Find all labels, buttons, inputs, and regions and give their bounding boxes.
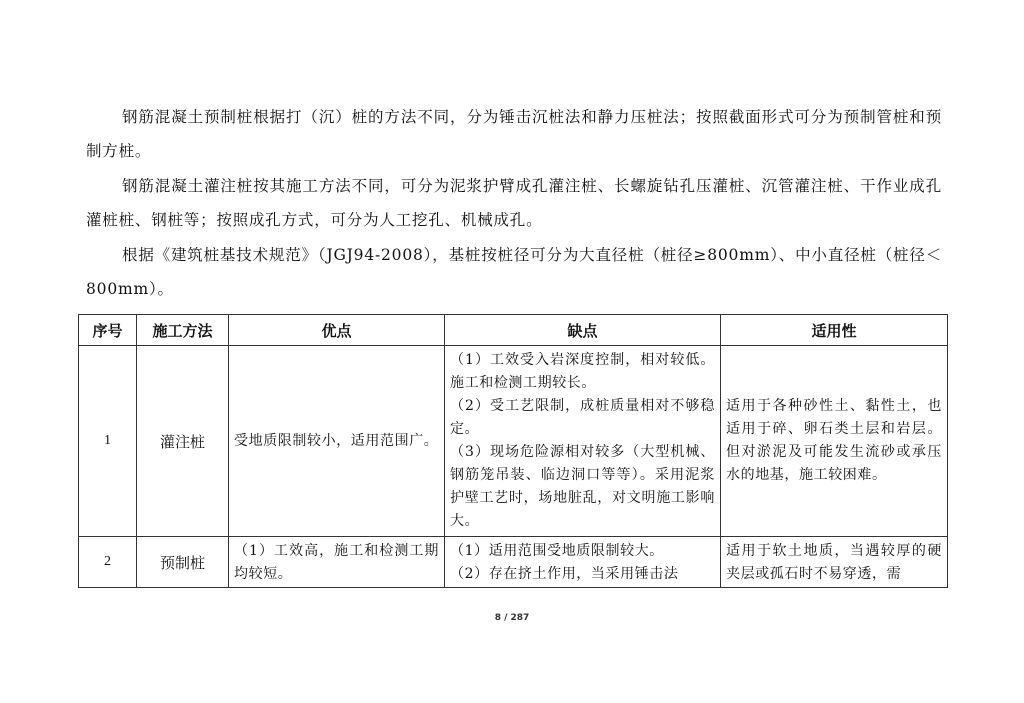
page-number: 8 / 287 xyxy=(494,613,530,623)
header-method: 施工方法 xyxy=(137,315,229,346)
cons-item: （2）受工艺限制，成桩质量相对不够稳定。 xyxy=(450,398,715,437)
row-applicability xyxy=(721,537,948,588)
header-index: 序号 xyxy=(79,315,137,346)
header-cons: 缺点 xyxy=(445,315,721,346)
row-applicability: 适用于各种砂性土、黏性土，也适用于碎、卵石类土层和岩层。但对淤泥及可能发生流砂或承压水的地基，施工较困难。 xyxy=(721,346,948,537)
row-pros xyxy=(229,537,445,588)
cons-item: （1）适用范围受地质限制较大。 xyxy=(450,543,664,559)
table-header-row xyxy=(79,315,948,346)
paragraph-pile-diameter: 根据《建筑桩基技术规范》（JGJ94-2008），基桩按桩径可分为大直径桩（桩径≥800mm）、中小直径桩（桩径＜800mm）。 xyxy=(86,246,942,298)
row-cons xyxy=(445,537,721,588)
cons-item: （3）现场危险源相对较多（大型机械、钢筋笼吊装、临边洞口等等）。采用泥浆护壁工艺时，场地脏乱，对文明施工影响大。 xyxy=(450,444,715,529)
pros-item: （1）工效高，施工和检测工期均较短。 xyxy=(234,543,439,582)
row-method: 灌注桩 xyxy=(137,346,229,537)
row-index: 1 xyxy=(79,346,137,537)
pile-comparison-table xyxy=(78,314,948,588)
paragraph-precast-pile: 钢筋混凝土预制桩根据打（沉）桩的方法不同，分为锤击沉桩法和静力压桩法；按照截面形式可分为预制管桩和预制方桩。 xyxy=(86,108,942,160)
header-applicability: 适用性 xyxy=(721,315,948,346)
row-method: 预制桩 xyxy=(137,537,229,588)
applicability-text: 适用于软土地质，当遇较厚的硬夹层或孤石时不易穿透，需 xyxy=(726,543,942,582)
pros-item: 受地质限制较小，适用范围广。 xyxy=(234,432,439,449)
row-index: 2 xyxy=(79,537,137,588)
table-row xyxy=(79,537,948,588)
row-pros xyxy=(229,346,445,537)
header-pros: 优点 xyxy=(229,315,445,346)
table-row xyxy=(79,346,948,537)
cons-item: （1）工效受入岩深度控制，相对较低。施工和检测工期较长。 xyxy=(450,352,715,391)
paragraph-cast-in-place-pile: 钢筋混凝土灌注桩按其施工方法不同，可分为泥浆护臂成孔灌注桩、长螺旋钻孔压灌桩、沉管灌注桩、干作业成孔灌桩桩、钢桩等；按照成孔方式，可分为人工挖孔、机械成孔。 xyxy=(86,177,942,229)
cons-item: （2）存在挤土作用，当采用锤击法 xyxy=(450,566,679,582)
row-cons xyxy=(445,346,721,537)
